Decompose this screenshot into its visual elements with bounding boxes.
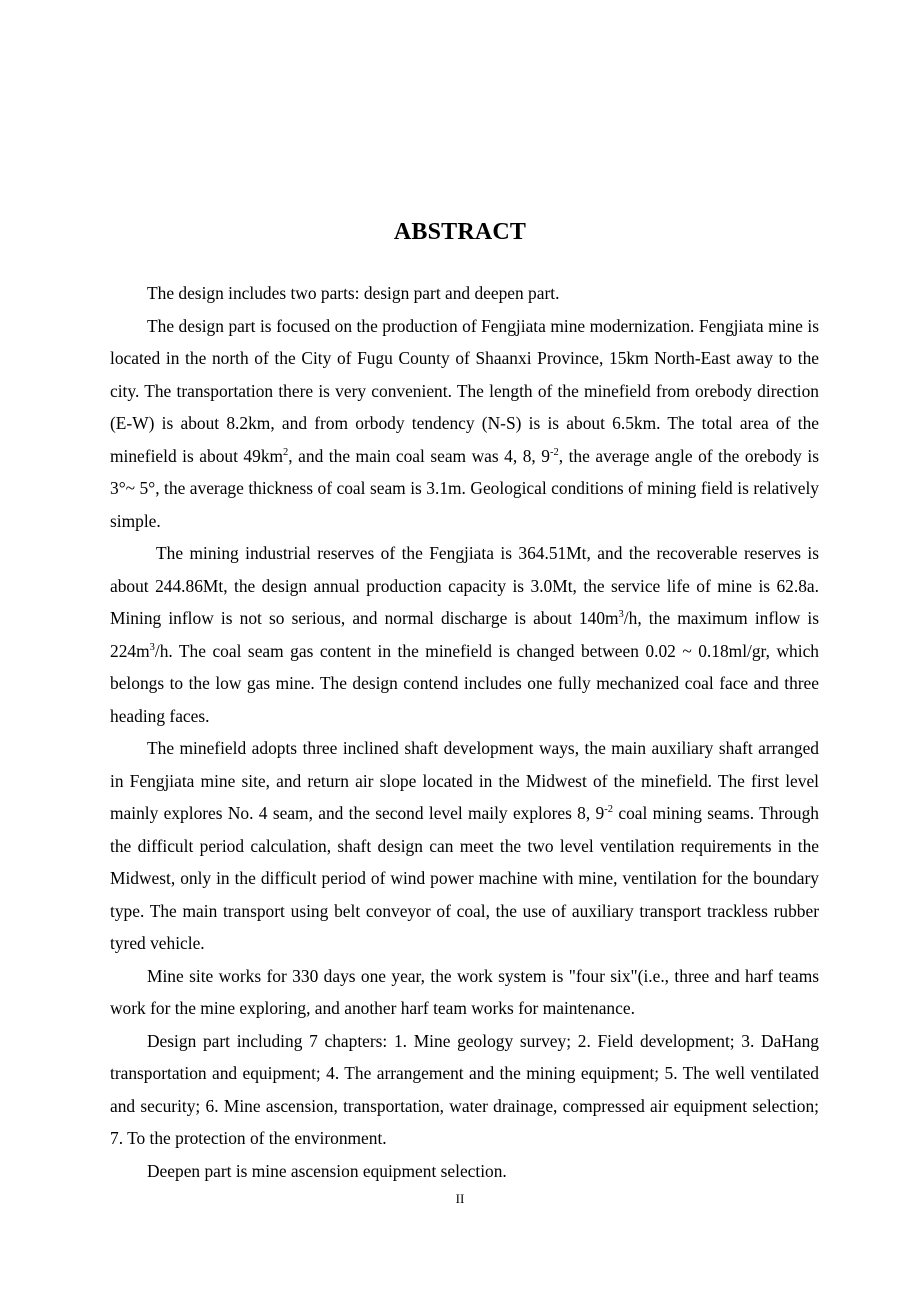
superscript-text: 2 bbox=[283, 446, 289, 458]
paragraph-text: The design includes two parts: design part and deepen part. bbox=[147, 283, 560, 303]
superscript-text: -2 bbox=[549, 446, 559, 458]
abstract-paragraph bbox=[110, 277, 819, 310]
paragraph-text: , and the main coal seam was 4, 8, 9 bbox=[288, 445, 550, 466]
paragraph-text: Mine site works for 330 days one year, the work system is "four six"(i.e., three and harf teams work for the mine exploring, and another harf team works for maintenance. bbox=[110, 965, 819, 1018]
paragraph-text: The minefield adopts three inclined shaft development ways, the main auxiliary shaft arranged in Fengjiata mine site, and return air slope located in the Midwest of the minefield. The first level mainly explores No. 4 seam, and the second level maily explores 8, 9 bbox=[110, 738, 819, 823]
superscript-text: -2 bbox=[604, 804, 614, 815]
page-number: II bbox=[455, 1191, 465, 1206]
paragraph-text: , the average angle of the orebody is 3°~ 5°, the average thickness of coal seam is 3.1m. Geological conditions of mining field is relatively simple. bbox=[110, 445, 819, 531]
abstract-paragraph bbox=[110, 960, 819, 1025]
paragraph-text: The mining industrial reserves of the Fengjiata is 364.51Mt, and the recoverable reserves is about 244.86Mt, the design annual production capacity is 3.0Mt, the service life of mine is 62.8a. Mining inflow is not so serious, and normal discharge is about 140m bbox=[110, 543, 819, 628]
paragraph-text: Deepen part is mine ascension equipment selection. bbox=[147, 1160, 507, 1181]
paragraph-text: /h, the maximum inflow is 224m bbox=[110, 608, 819, 661]
abstract-paragraph bbox=[110, 310, 819, 538]
paragraph-text: The design part is focused on the production of Fengjiata mine modernization. Fengjiata mine is located in the north of the City of Fugu County of Shaanxi Province, 15km North-East away to the city. The transportation there is very convenient. The length of the minefield from orebody direction (E-W) is about 8.2km, and from orbody tendency (N-S) is is about 6.5km. The total area of the minefield is about 49km bbox=[110, 315, 819, 466]
abstract-paragraph bbox=[110, 1155, 819, 1188]
paragraph-text: coal mining seams. Through the difficult period calculation, shaft design can meet the two level ventilation requirements in the Midwest, only in the difficult period of wind power machine with mine, ventilation for the boundary type. The main transport using belt conveyor of coal, the use of auxiliary transport trackless rubber tyred vehicle. bbox=[110, 803, 820, 953]
superscript-text: 3 bbox=[149, 641, 155, 653]
abstract-body bbox=[110, 277, 819, 1187]
abstract-paragraph bbox=[110, 732, 819, 960]
abstract-paragraph bbox=[110, 537, 819, 732]
abstract-title: ABSTRACT bbox=[393, 219, 527, 245]
abstract-paragraph bbox=[110, 1025, 819, 1155]
superscript-text: 3 bbox=[618, 609, 624, 620]
paragraph-text: Design part including 7 chapters: 1. Mine geology survey; 2. Field development; 3. DaHang transportation and equipment; 4. The arrangement and the mining equipment; 5. The well ventilated and security; 6. Mine ascension, transportation, water drainage, compressed air equipment selection; 7. To the protection of the environment. bbox=[110, 1030, 819, 1148]
paragraph-text: /h. The coal seam gas content in the minefield is changed between 0.02 ~ 0.18ml/gr, which belongs to the low gas mine. The design contend includes one fully mechanized coal face and three heading faces. bbox=[110, 640, 819, 726]
